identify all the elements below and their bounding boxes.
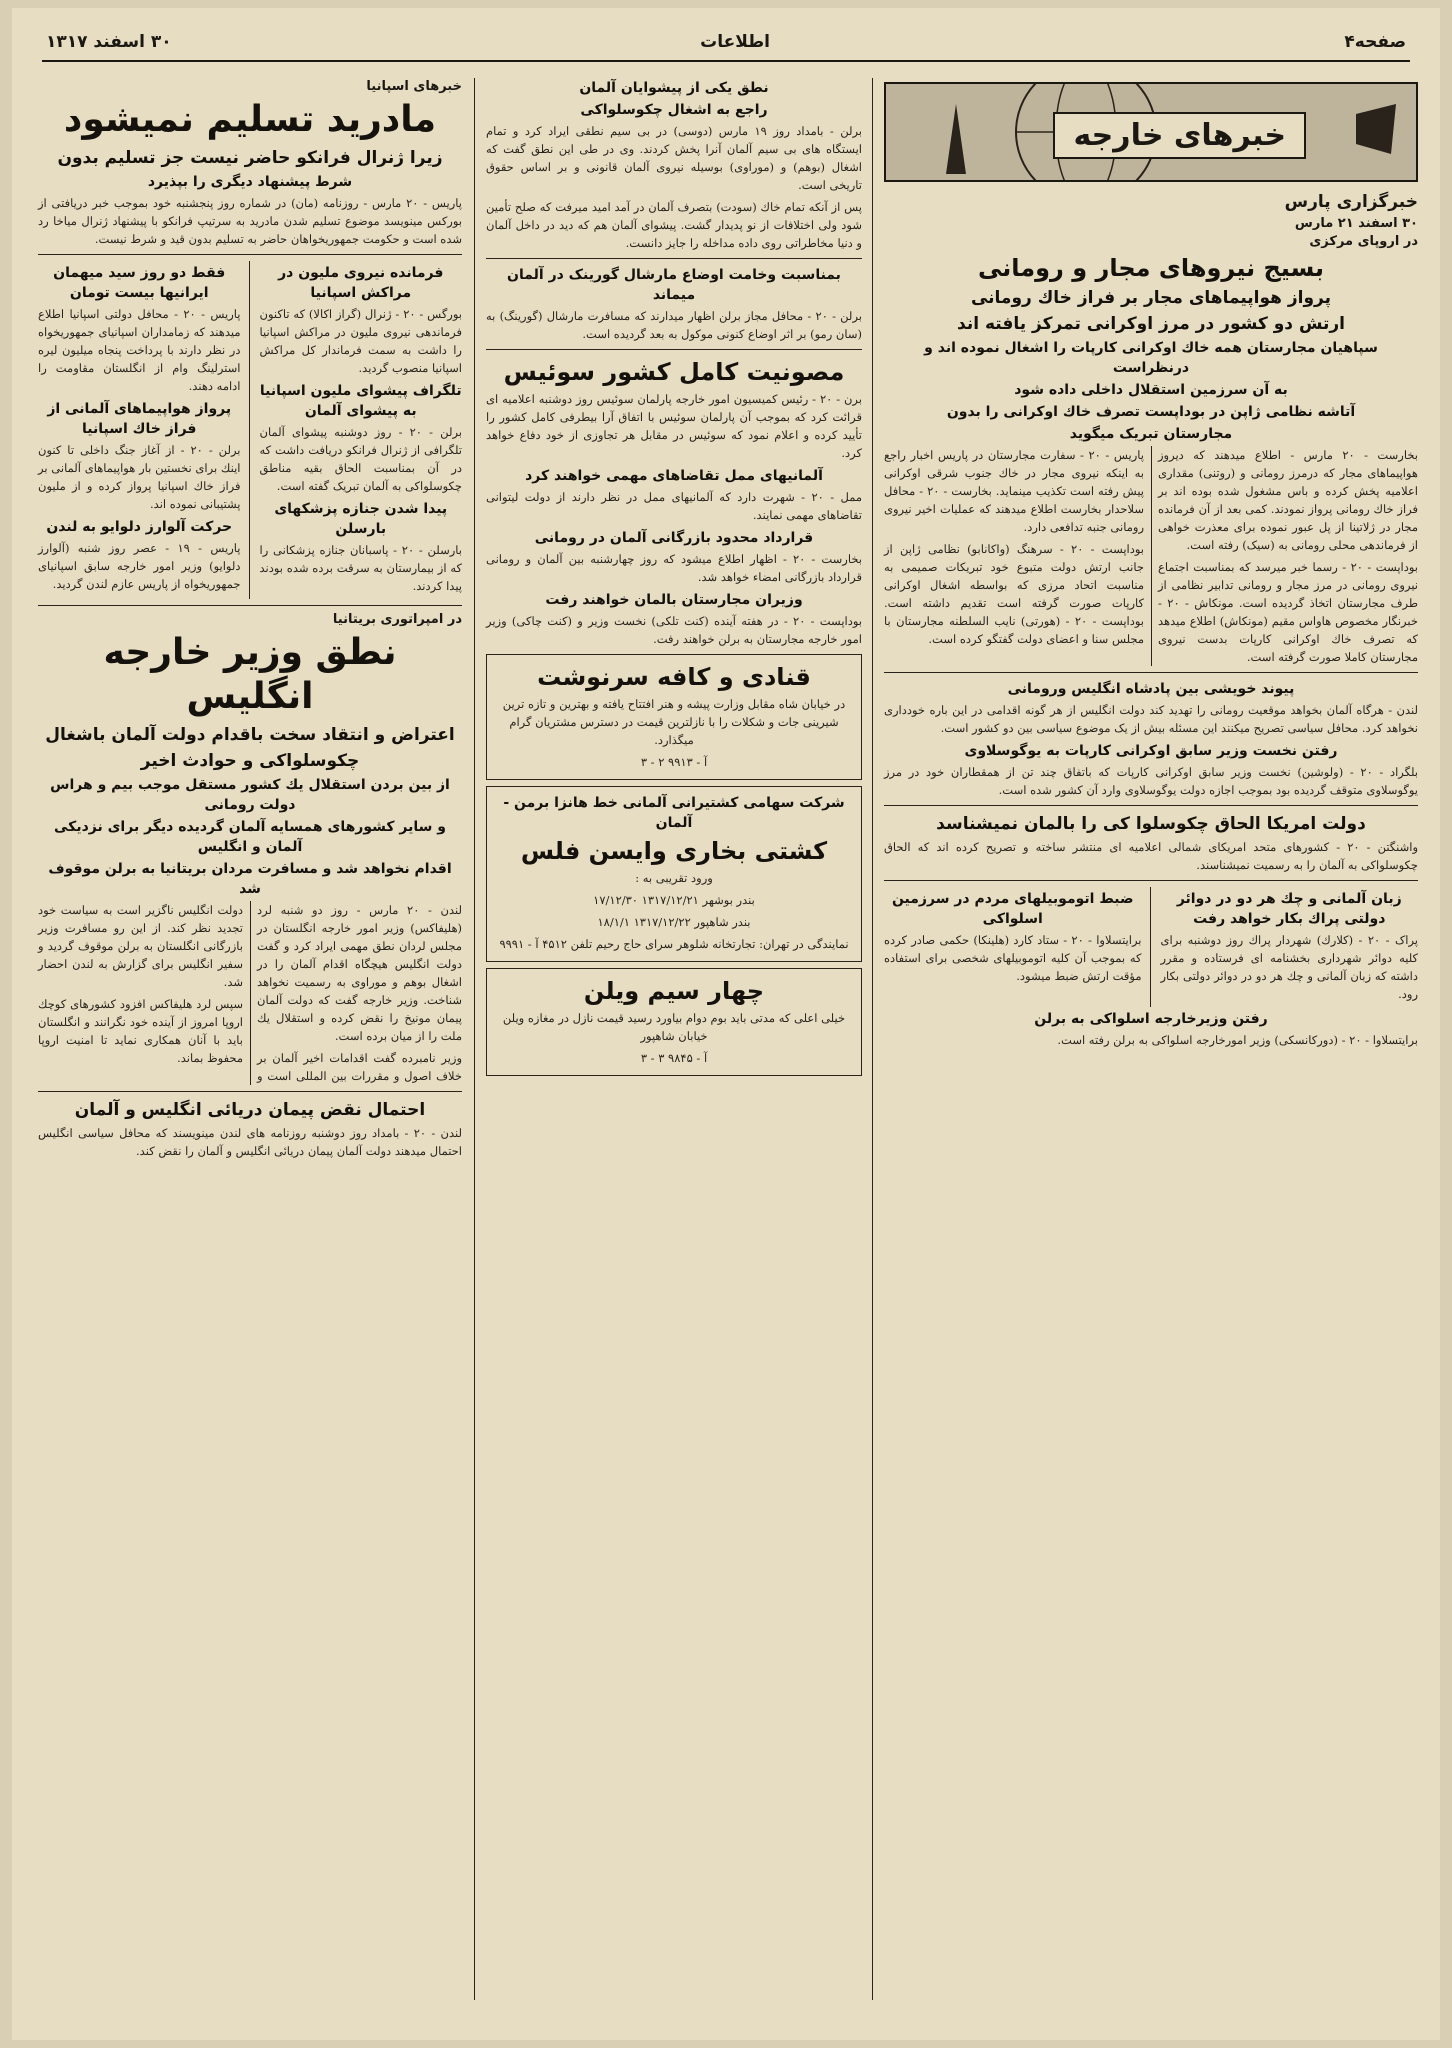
subheadline: قرارداد محدود بازرگانی آلمان در رومانی [534, 530, 814, 546]
block-left [884, 887, 1151, 1007]
paragraph: پاریس - ۲۰ - محافل دولتی اسپانیا اطلاع میدهند که زمامداران اسپانیای جمهوریخواه در نظر دارند با پرداخت پنجاه میلیون لیره استرلینگ وام از انگلستان مقاومت را ادامه دهند. [38, 307, 241, 393]
page-number: صفحه۴ [1344, 32, 1406, 52]
grid-left [38, 261, 250, 599]
paragraph: برلن - ۲۰ - محافل مجاز برلن اظهار میدارند که مسافرت مارشال (گورینگ) به (سان رمو) بر اثر اوضاع کنونی موکول به بعد گردیده است. [486, 309, 862, 341]
subheadline: رفتن نخست وزیر سابق اوکرانی کارپات به یوگوسلاوی [964, 743, 1338, 759]
headline-sub: آتاشه نظامی ژاپن در بوداپست تصرف خاك اوکرانی را بدون [946, 404, 1356, 420]
paragraph: برایتسلاوا - ۲۰ - ستاد کارد (هلینکا) حکمی صادر کرده که بموجب آن کلیه اتوموبیلهای شخصی برای استفاده مؤقت ارتش ضبط میشود. [884, 933, 1142, 983]
paragraph: برلن - بامداد روز ۱۹ مارس (دوسی) در بی سیم نطقی ایراد کرد و تمام ایستگاه های بی سیم آلمان آنرا پخش کردند. وی در طی این نطق گفت که اشغال (بوهم) و (موراوی) بوسیله نیروی آلمان قانونی و بر اساس حقوق تاریخی است. [486, 124, 862, 192]
subheadline: فقط دو روز سید میهمان ایرانیها بیست تومان [53, 265, 226, 301]
newspaper-name: اطلاعات [700, 32, 770, 52]
spain-news-grid [38, 261, 462, 599]
article-body [884, 446, 1418, 666]
paragraph: بوداپست - ۲۰ - سرهنگ (واکانابو) نظامی ژاپن از جانب ارتش دولت متبوع خود تبریکات صمیمی به مناسبت اتحاد مرزی که بواسطه اشغال اوکرانی کارپات صورت گرفته است تقدیم داشته است. بوداپست - ۲۰ - (هورتی) نایب السلطنه مجارستان با مجلس سنا و اعضای دولت گفتگو کرده است. [884, 542, 1144, 646]
ad-text: در خیابان شاه مقابل وزارت پیشه و هنر افتتاح یافته و بهترین و تازه ترین شیرینی جات و شکلات را با نازلترین قیمت در دسترس مشتریان گرام میگذارد. [502, 697, 846, 747]
section-label: در اروپای مرکزی [1309, 234, 1418, 249]
headline-sub: به آن سرزمین استقلال داخلی داده شود [1014, 382, 1288, 398]
headline-sub: مجارستان تبریک میگوید [1069, 426, 1233, 442]
middle-column [486, 76, 862, 1082]
headline-sub: و سایر كشورهای همسایه آلمان گردیده دیگر برای نزدیکی آلمان و انگلیس [54, 819, 446, 855]
subheadline: آلمانیهای ممل تقاضاهای مهمی خواهند کرد [525, 468, 823, 484]
subheadline: تلگراف پیشوای ملیون اسپانیا به پیشوای آلمان [259, 383, 462, 419]
headline-naval-pact: احتمال نقض پیمان دریائی انگلیس و آلمان [74, 1100, 426, 1120]
agency-date: ۳۰ اسفند ۲۱ مارس [1294, 216, 1418, 231]
paragraph: لندن - ۲۰ مارس - روز دو شنبه لرد (هلیفاکس) وزیر امور خارجه انگلستان در مجلس لردان نطق مهمی ایراد کرد و گفت دولت انگلیس هیچگاه اقدام آلمان را در اشغال بوهم و موراوی به رسمیت نخواهد شناخت. وزیر خارجه گفت که دولت آلمان پیمان مونیخ را نقض کرده و استقلال یك ملت را از میان برده است. [257, 903, 462, 1043]
left-column [38, 76, 462, 1164]
subheadline: وزیران مجارستان بالمان خواهند رفت [545, 592, 803, 608]
paragraph: پس از آنکه تمام خاك (سودت) بتصرف آلمان در آمد امید میرفت که صلح تأمین شود ولی اختلافات از نو پدیدار گشت. پیشوای آلمان هم که دید در داخل آلمان و دنیا مخاطراتی روی داده مداخله را جایز دانست. [486, 200, 862, 250]
section-label: در امپراتوری بریتانیا [332, 612, 462, 627]
ad-line: ورود تقریبی به : [635, 871, 713, 885]
headline-sub: شرط پیشنهاد دیگری را بپذیرد [147, 174, 353, 190]
subheadline: رفتن وزیرخارجه اسلواکی به برلن [1034, 1011, 1268, 1027]
headline-sub: پرواز هواپیماهای مجار بر فراز خاك رومانی [970, 288, 1332, 308]
paragraph: پاریس - ۲۰ - سفارت مجارستان در پاریس اخبار راجع به اینکه نیروی مجار در خاك جنوب شرقی اوکرانی پیش رفته است تکذیب مینماید. بخارست - ۲۰ - محافل سلاحدار بخارست اطلاع میدهند که عملیات اخیر نیروی رومانی جنبه تدافعی دارد. [884, 448, 1144, 534]
paragraph: واشنگتن - ۲۰ - کشورهای متحد امریکای شمالی اعلامیه ای منتشر ساخته و تصریح کرده اند که الحاق چکوسلواکی به آلمان را به رسمیت نمیشناسند. [884, 840, 1418, 872]
subheadline: بمناسبت وخامت اوضاع مارشال گورینک در آلمان میماند [507, 267, 841, 303]
subheadline: پیوند خویشی بین پادشاه انگلیس ورومانی [1007, 681, 1295, 697]
paragraph: لندن - ۲۰ - بامداد روز دوشنبه روزنامه های لندن مینویسند که محافل سیاسی انگلیس احتمال میدهند دولت آلمان پیمان دریائی انگلیس و آلمان را نقض کند. [38, 1126, 462, 1158]
paragraph: بارسلن - ۲۰ - پاسبانان جنازه پزشکانی را که از بیمارستان به سرقت برده شده بودند پیدا کردند. [259, 543, 462, 593]
column-rule [474, 78, 475, 2000]
ad-line: بندر شاهپور ۱۳۱۷/۱۲/۲۲ ۱۸/۱/۱ [597, 915, 751, 929]
subheadline: حرکت آلوارز دلوایو به لندن [46, 519, 233, 535]
grid-right [260, 261, 463, 599]
headline-main: بسیج نیروهای مجار و رومانی [977, 254, 1325, 282]
ad-title: کشتی بخاری وایسن فلس [520, 837, 828, 865]
paragraph: پاریس - ۱۹ - عصر روز شنبه (آلوارز دلوایو) وزیر امور خارجه سابق اسپانیای جمهوریخواه از پاریس عازم لندن گردید. [38, 541, 241, 591]
paragraph: بوداپست - ۲۰ - در هفته آینده (کنت تلکی) نخست وزیر و (کنت چاکی) وزیر امور خارجه مجارستان به برلن خواهند رفت. [486, 614, 862, 646]
paragraph: برلن - ۲۰ - از آغاز جنگ داخلی تا کنون اینك برای نخستین بار هواپیماهای آلمانی بر فراز خاك اسپانیا پرواز کرده و از ملیون پشتیبانی نموده اند. [38, 443, 241, 511]
subheadline: پرواز هواپیماهای آلمانی از فراز خاك اسپانیا [47, 401, 232, 437]
ad-code: آ - ۹۸۴۵ ۳ - ۳ [640, 1051, 708, 1065]
ad-line: نمایندگی در تهران: تجارتخانه شلوهر سرای حاج رحیم تلفن ۴۵۱۲ آ - ۹۹۹۱ [499, 937, 849, 951]
ad-violin [486, 968, 862, 1076]
paragraph: بخارست - ۲۰ مارس - اطلاع میدهند که دیروز هواپیماهای مجار که درمرز رومانی و (روتنی) مقداری اعلامیه پخش کرده و باس مشغول شده بوده اند بر فراز خاك رومانی پرواز نمودند. کمی بعد از آن فرمانده مجار در ژلاتینا از پل عبور نموده برای معذرت خواهی از فرماندهی محلی رومانی به (سیک) رفته است. [1158, 448, 1418, 552]
issue-date: ۳۰ اسفند ۱۳۱۷ [46, 32, 172, 52]
article-body [38, 901, 462, 1085]
banner-title: خبرهای خارجه [1053, 112, 1306, 159]
paragraph: پاریس - ۲۰ مارس - روزنامه (مان) در شماره روز پنجشنبه خود بموجب خبر دریافتی از بورکس مینویسد موضوع تسلیم شدن مادرید به سرتیپ فرانکو با پیشنهاد ژنرال میاخا رد شده است و حکومت جمهوریخواهان حاضر به تسلیم بدون قید و شرط نیست. [38, 196, 462, 246]
ad-cafe [486, 654, 862, 780]
headline-swiss: مصونیت کامل کشور سوئیس [503, 358, 845, 386]
paragraph: بوداپست - ۲۰ - رسما خبر میرسد که بمناسبت اجتماع نیروی رومانی در مرز مجار و رومانی تدابیر نظامی از طرف مجارستان اتخاذ گردیده است. مونکاش - ۲۰ - خبرنگار مخصوص هاواس مقیم (مونکاش) اطلاع میدهد که تصرف خاك اوکرانی کارپات بدست نیروی مجارستان کاملا صورت گرفته است. [1158, 560, 1418, 664]
ad-title: قنادی و کافه سرنوشت [537, 663, 811, 691]
paragraph: برلن - ۲۰ - روز دوشنبه پیشوای آلمان تلگرافی از ژنرال فرانکو دریافت داشت که در آن بمناسبت الحاق بقیه مناطق چکوسلواکی به آلمان تبریک گفته است. [259, 425, 462, 493]
page-header [42, 22, 1410, 62]
column-rule [872, 78, 873, 2000]
headline-america: دولت امریکا الحاق چکوسلوا کی را بالمان نمیشناسد [936, 814, 1366, 834]
block-right [1161, 887, 1419, 1007]
paragraph: بخارست - ۲۰ - اظهار اطلاع میشود که روز چهارشنبه بین آلمان و رومانی قرارداد بازرگانی امضاء خواهد شد. [486, 552, 862, 584]
headline-madrid: مادرید تسلیم نمیشود [63, 99, 437, 140]
ad-company: شرکت سهامی کشتیرانی آلمانی خط هانزا برمن - آلمان [503, 795, 845, 831]
subheadline: زبان آلمانی و چك هر دو در دوائر دولتی پراك بكار خواهد رفت [1176, 891, 1402, 927]
subheadline: ضبط اتوموبیلهای مردم در سرزمین اسلواکی [891, 891, 1134, 927]
paragraph: وزیر نامبرده گفت اقدامات اخیر آلمان بر خلاف اصول و مقررات بین المللی است و دولت انگلیس ناگزیر است به سیاست خود تجدید نظر کند. از این رو مسافرت وزیر بازرگانی انگلستان به برلن موقوف گردید و سفیر انگلیس برای گزارش به لندن احضار شد. [38, 903, 462, 1083]
headline-sub: چکوسلواکی و حوادث اخیر [140, 751, 360, 771]
headline-sub: اعتراض و انتقاد سخت باقدام دولت آلمان باشغال [45, 725, 455, 745]
paragraph: ممل - ۲۰ - شهرت دارد که آلمانیهای ممل در نظر دارند از دولت لیتوانی تقاضاهای مهمی نمایند. [486, 490, 863, 522]
subheadline: فرمانده نیروی ملیون در مراکش اسپانیا [278, 265, 444, 301]
ad-line: بندر بوشهر ۱۳۱۷/۱۲/۲۱ ۱۷/۱۲/۳۰ [593, 893, 755, 907]
paragraph: برن - ۲۰ - رئیس کمیسیون امور خارجه پارلمان سوئیس روز دوشنبه اعلامیه ای قرائت کرد که بموجب آن پارلمان سوئیس با اتفاق آرا بیطرفی کامل کشور را تأیید کرده و اعلام نمود که سوئیس در مقابل هر تجاوزی از خود دفاع خواهد کرد. [486, 392, 862, 460]
paragraph: سپس لرد هلیفاکس افزود کشورهای کوچك اروپا امروز از آینده خود نگرانند و انگلستان باید با آنان همکاری نماید تا امنیت اروپا محفوظ بماند. [38, 997, 243, 1065]
foreign-news-banner [884, 82, 1418, 182]
paragraph: بلگراد - ۲۰ - (ولوشین) نخست وزیر سابق اوکرانی کارپات که باتفاق چند تن از همقطاران خود در مرز یوگوسلاوی متوقف گردیده بود بموجب اجازه دولت یوگوسلاوی وارد آن کشور شده است. [884, 765, 1418, 797]
headline: راجع به اشغال چکوسلواکی [580, 102, 768, 118]
paragraph: پراک - ۲۰ - (کلارك) شهردار پراك روز دوشنبه برای کلیه دوائر شهرداری بخشنامه ای فرستاده و مقرر داشته که زبان آلمانی و چك هر دو در دوائر دولتی بكار رود. [1160, 933, 1418, 1001]
headline-uk-minister: نطق وزیر خارجه انگلیس [103, 632, 397, 717]
newspaper-page [12, 8, 1440, 2040]
subheadline: پیدا شدن جنازه پزشکهای بارسلن [274, 501, 448, 537]
paragraph: برایتسلاوا - ۲۰ - (دورکانسکی) وزیر امورخارجه اسلواکی به برلن رفته است. [1057, 1033, 1418, 1047]
headline-sub: سپاهیان مجارستان همه خاك اوکرانی کارپات را اشغال نموده اند و درنظراست [924, 340, 1378, 376]
paragraph: بورگس - ۲۰ - ژنرال (گراز اکالا) که تاکنون فرماندهی نیروی ملیون در مراکش اسپانیا را داشت به سمت فرماندار کل مراکش اسپانیا منصوب گردید. [259, 307, 462, 375]
kicker: خبرهای اسپانیا [366, 79, 462, 94]
ad-shipping [486, 786, 862, 962]
headline-sub: اقدام نخواهد شد و مسافرت مردان بریتانیا به برلن موقوف شد [48, 861, 452, 897]
two-col-block [884, 887, 1418, 1007]
agency-name: خبرگزاری پارس [1284, 192, 1418, 212]
ad-title: چهار سیم ویلن [583, 977, 765, 1005]
ad-code: آ - ۹۹۱۳ ۲ - ۳ [640, 755, 708, 769]
headline-sub: ارتش دو کشور در مرز اوکرانی تمرکز یافته اند [957, 314, 1345, 334]
headline: نطق یکی از پیشوایان آلمان [579, 80, 769, 96]
headline-sub: از بین بردن استقلال یك كشور مستقل موجب بیم و هراس دولت رومانی [50, 777, 450, 813]
foreign-news-column [884, 76, 1418, 1053]
headline-sub: زیرا ژنرال فرانکو حاضر نیست جز تسلیم بدون [57, 148, 443, 168]
paragraph: لندن - هرگاه آلمان بخواهد موقعیت رومانی را تهدید کند دولت انگلیس از هر گونه اقدامی در این باره خودداری نخواهد کرد. محافل سیاسی تصریح میکنند این مسئله بیش از یک موضوع سیاسی بین دو کشور است. [884, 703, 1418, 735]
ad-text: خیلی اعلی که مدتی باید بوم دوام بیاورد رسید قیمت نازل در مغازه ویلن خیابان شاهپور [502, 1011, 846, 1043]
